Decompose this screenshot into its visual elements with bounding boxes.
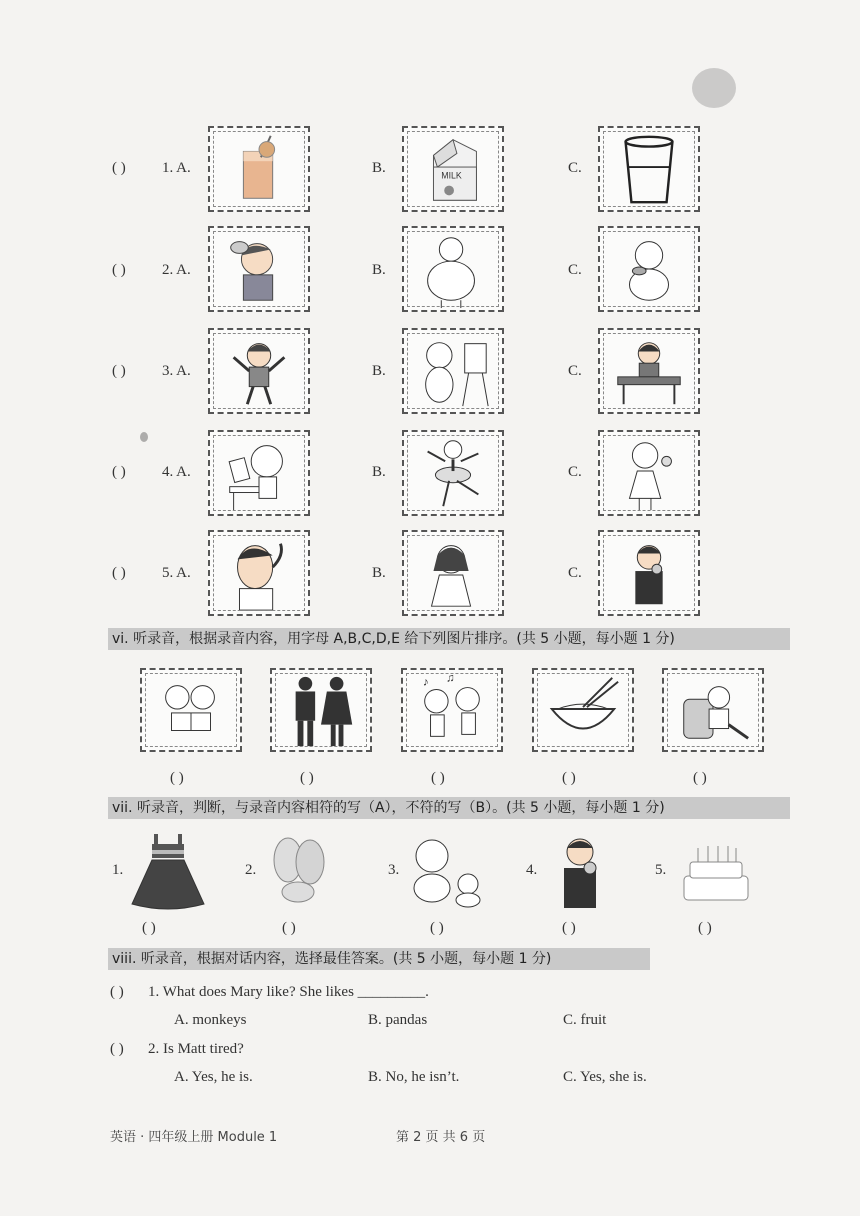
- question-number: 2. A.: [162, 262, 191, 278]
- option-b-label: B.: [372, 262, 386, 278]
- option-c[interactable]: C. Yes, she is.: [563, 1069, 647, 1085]
- dress-picture: [126, 830, 210, 910]
- fat-girl-picture: [402, 226, 504, 312]
- question-number: 4. A.: [162, 464, 191, 480]
- question-number: 5. A.: [162, 565, 191, 581]
- section-vii-title: vii. 听录音，判断，与录音内容相符的写（A），不符的写（B）。(共 5 小题，每小题 1 分): [108, 797, 790, 819]
- girl-painting-picture: [402, 328, 504, 414]
- item-number: 1.: [112, 862, 124, 878]
- footer-book-title: 英语 · 四年级上册 Module 1: [110, 1130, 278, 1145]
- tired-girl-sitting-picture: [662, 668, 764, 752]
- option-a[interactable]: A. Yes, he is.: [174, 1069, 253, 1085]
- question-number: 1. A.: [162, 160, 191, 176]
- option-c-label: C.: [568, 464, 582, 480]
- option-c-label: C.: [568, 363, 582, 379]
- item-number: 4.: [526, 862, 538, 878]
- question-number: 3. A.: [162, 363, 191, 379]
- noodles-bowl-picture: [532, 668, 634, 752]
- milk-label: MILK: [441, 170, 462, 181]
- svg-text:♪: ♪: [422, 675, 429, 689]
- answer-paren[interactable]: ( ): [142, 920, 156, 936]
- question-text: 1. What does Mary like? She likes _________.: [148, 984, 429, 1000]
- option-c[interactable]: C. fruit: [563, 1012, 607, 1028]
- option-c-label: C.: [568, 160, 582, 176]
- scan-smudge: [692, 68, 736, 108]
- boy-eating-snack-picture: [550, 832, 610, 912]
- boy-thinking-picture: [208, 530, 310, 616]
- option-b[interactable]: B. pandas: [368, 1012, 428, 1028]
- boy-eating-cookie-picture: [598, 530, 700, 616]
- option-a[interactable]: A. monkeys: [174, 1012, 247, 1028]
- water-glass-picture: [598, 126, 700, 212]
- answer-paren[interactable]: ( ): [110, 1041, 124, 1057]
- answer-paren[interactable]: ( ): [110, 984, 124, 1000]
- boy-jumping-picture: [208, 328, 310, 414]
- potatoes-picture: [264, 832, 334, 908]
- man-and-woman-picture: [270, 668, 372, 752]
- section-vi-title: vi. 听录音，根据录音内容，用字母 A,B,C,D,E 给下列图片排序。(共 5 小题，每小题 1 分): [108, 628, 790, 650]
- answer-paren[interactable]: ( ): [431, 770, 445, 786]
- answer-paren[interactable]: ( ): [112, 160, 126, 176]
- kids-singing-picture: [401, 668, 503, 752]
- answer-paren[interactable]: ( ): [300, 770, 314, 786]
- option-b-label: B.: [372, 160, 386, 176]
- milk-carton-picture: [402, 126, 504, 212]
- answer-paren[interactable]: ( ): [112, 565, 126, 581]
- baby-and-cat-picture: [402, 830, 488, 910]
- item-number: 3.: [388, 862, 400, 878]
- answer-paren[interactable]: ( ): [112, 363, 126, 379]
- girl-eating-picture: [402, 530, 504, 616]
- option-b[interactable]: B. No, he isn’t.: [368, 1069, 460, 1085]
- option-c-label: C.: [568, 262, 582, 278]
- answer-paren[interactable]: ( ): [562, 770, 576, 786]
- boy-at-desk-picture: [598, 328, 700, 414]
- answer-paren[interactable]: ( ): [282, 920, 296, 936]
- girl-dancing-picture: [402, 430, 504, 516]
- svg-text:♫: ♫: [446, 671, 455, 685]
- children-reading-picture: [140, 668, 242, 752]
- answer-paren[interactable]: ( ): [112, 464, 126, 480]
- item-number: 5.: [655, 862, 667, 878]
- section-viii-title: viii. 听录音，根据对话内容，选择最佳答案。(共 5 小题，每小题 1 分): [108, 948, 650, 970]
- juice-glass-picture: [208, 126, 310, 212]
- boy-eating-picture: [208, 226, 310, 312]
- option-b-label: B.: [372, 464, 386, 480]
- option-c-label: C.: [568, 565, 582, 581]
- item-number: 2.: [245, 862, 257, 878]
- girl-with-flower-picture: [598, 430, 700, 516]
- footer-page-number: 第 2 页 共 6 页: [396, 1130, 486, 1145]
- boy-at-computer-picture: [208, 430, 310, 516]
- option-b-label: B.: [372, 363, 386, 379]
- answer-paren[interactable]: ( ): [562, 920, 576, 936]
- answer-paren[interactable]: ( ): [698, 920, 712, 936]
- answer-paren[interactable]: ( ): [693, 770, 707, 786]
- answer-paren[interactable]: ( ): [170, 770, 184, 786]
- option-b-label: B.: [372, 565, 386, 581]
- answer-paren[interactable]: ( ): [112, 262, 126, 278]
- scan-smudge: [140, 432, 148, 442]
- birthday-cake-picture: [676, 836, 756, 908]
- question-text: 2. Is Matt tired?: [148, 1041, 244, 1057]
- baby-eating-picture: [598, 226, 700, 312]
- answer-paren[interactable]: ( ): [430, 920, 444, 936]
